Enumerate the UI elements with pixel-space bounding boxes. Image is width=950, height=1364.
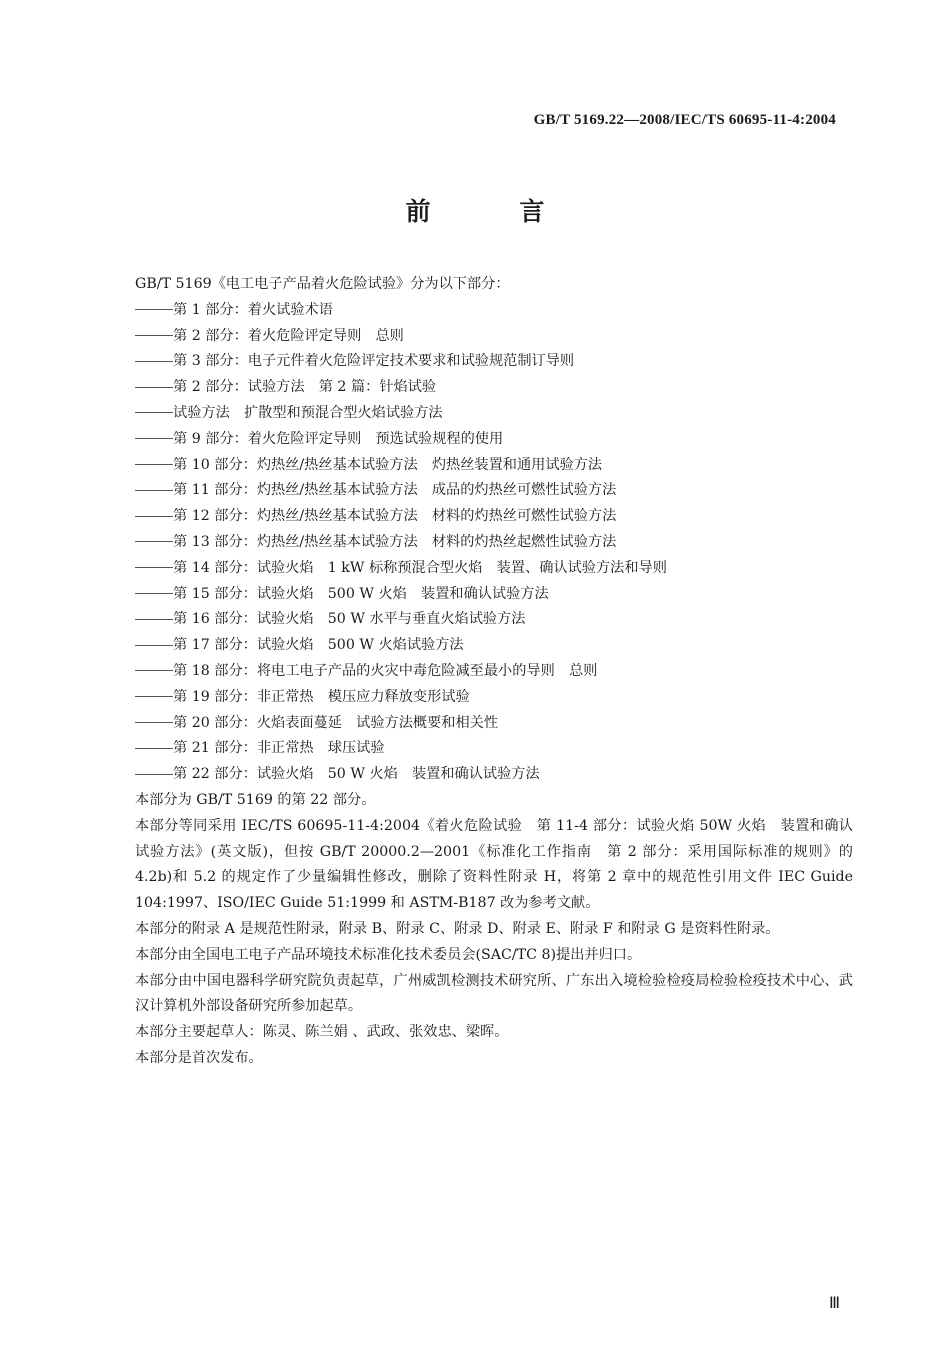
dash-leader (135, 490, 173, 491)
dash-leader (135, 696, 173, 697)
dash-leader (135, 567, 173, 568)
paragraph: 本部分等同采用 IEC/TS 60695-11-4:2004《着火危险试验 第 11-4 部分：试验火焰 50W 火焰 装置和确认试验方法》(英文版)，但按 GB/T 20000.2—2001《标准化工作指南 第 2 部分：采用国际标准的规则》的 4.2b)和 5.2 的规定作了少量编辑性修改，删除了资料性附录 H，将第 2 章中的规范性引用文件 IEC Guide 104:1997、ISO/IEC Guide 51:1999 和 ASTM-B187 改为参考文献。 (135, 817, 853, 912)
part-item-text: 第 2 部分：试验方法 第 2 篇：针焰试验 (173, 379, 437, 396)
part-item-text: 第 2 部分：着火危险评定导则 总则 (173, 327, 404, 344)
part-item (135, 633, 853, 659)
paragraph: 本部分的附录 A 是规范性附录，附录 B、附录 C、附录 D、附录 E、附录 F 和附录 G 是资料性附录。 (135, 920, 780, 937)
parts-list (135, 298, 853, 788)
dash-leader (135, 645, 173, 646)
page-number: Ⅲ (828, 1295, 840, 1312)
part-item-text: 第 3 部分：电子元件着火危险评定技术要求和试验规范制订导则 (173, 353, 575, 370)
dash-leader (135, 361, 173, 362)
paragraph: 本部分是首次发布。 (135, 1049, 263, 1066)
part-item (135, 453, 853, 479)
paragraph: 本部分由全国电工电子产品环境技术标准化技术委员会(SAC/TC 8)提出并归口。 (135, 946, 642, 963)
part-item-text: 第 10 部分：灼热丝/热丝基本试验方法 灼热丝装置和通用试验方法 (173, 456, 603, 473)
part-item-text: 第 14 部分：试验火焰 1 kW 标称预混合型火焰 装置、确认试验方法和导则 (173, 559, 667, 576)
part-item (135, 349, 853, 375)
paragraph: 本部分为 GB/T 5169 的第 22 部分。 (135, 791, 376, 808)
dash-leader (135, 464, 173, 465)
dash-leader (135, 309, 173, 310)
part-item (135, 427, 853, 453)
part-item (135, 736, 853, 762)
part-item-text: 第 9 部分：着火危险评定导则 预选试验规程的使用 (173, 430, 504, 447)
part-item-text: 第 16 部分：试验火焰 50 W 水平与垂直火焰试验方法 (173, 611, 526, 628)
part-item-text: 第 21 部分：非正常热 球压试验 (173, 740, 385, 757)
dash-leader (135, 387, 173, 388)
dash-leader (135, 748, 173, 749)
dash-leader (135, 541, 173, 542)
part-item (135, 556, 853, 582)
part-item (135, 324, 853, 350)
part-item (135, 659, 853, 685)
part-item-text: 第 17 部分：试验火焰 500 W 火焰试验方法 (173, 637, 464, 654)
dash-leader (135, 412, 173, 413)
dash-leader (135, 774, 173, 775)
part-item-text: 第 15 部分：试验火焰 500 W 火焰 装置和确认试验方法 (173, 585, 549, 602)
part-item (135, 607, 853, 633)
part-item (135, 711, 853, 737)
foreword-body (135, 272, 853, 1072)
paragraph: 本部分主要起草人：陈灵、陈兰娟 、武政、张效忠、梁晖。 (135, 1024, 509, 1041)
part-item (135, 298, 853, 324)
part-item (135, 685, 853, 711)
part-item-text: 第 1 部分：着火试验术语 (173, 301, 333, 318)
paragraphs (135, 788, 853, 1072)
part-item (135, 504, 853, 530)
standard-number: GB/T 5169.22—2008/IEC/TS 60695-11-4:2004 (533, 112, 836, 128)
part-item (135, 530, 853, 556)
intro-line: GB/T 5169《电工电子产品着火危险试验》分为以下部分： (135, 276, 510, 292)
part-item (135, 375, 853, 401)
dash-leader (135, 335, 173, 336)
part-item-text: 试验方法 扩散型和预混合型火焰试验方法 (173, 404, 443, 421)
page-title: 前 言 (405, 197, 585, 226)
part-item-text: 第 18 部分：将电工电子产品的火灾中毒危险减至最小的导则 总则 (173, 662, 598, 679)
part-item-text: 第 22 部分：试验火焰 50 W 火焰 装置和确认试验方法 (173, 766, 540, 783)
dash-leader (135, 593, 173, 594)
dash-leader (135, 516, 173, 517)
part-item-text: 第 20 部分：火焰表面蔓延 试验方法概要和相关性 (173, 714, 499, 731)
dash-leader (135, 670, 173, 671)
part-item-text: 第 19 部分：非正常热 模压应力释放变形试验 (173, 688, 470, 705)
part-item-text: 第 11 部分：灼热丝/热丝基本试验方法 成品的灼热丝可燃性试验方法 (173, 482, 617, 499)
dash-leader (135, 438, 173, 439)
part-item (135, 478, 853, 504)
dash-leader (135, 722, 173, 723)
paragraph: 本部分由中国电器科学研究院负责起草，广州威凯检测技术研究所、广东出入境检验检疫局检验检疫技术中心、武汉计算机外部设备研究所参加起草。 (135, 972, 853, 1015)
part-item (135, 401, 853, 427)
part-item (135, 762, 853, 788)
part-item-text: 第 13 部分：灼热丝/热丝基本试验方法 材料的灼热丝起燃性试验方法 (173, 533, 617, 550)
part-item (135, 582, 853, 608)
dash-leader (135, 619, 173, 620)
part-item-text: 第 12 部分：灼热丝/热丝基本试验方法 材料的灼热丝可燃性试验方法 (173, 508, 617, 525)
